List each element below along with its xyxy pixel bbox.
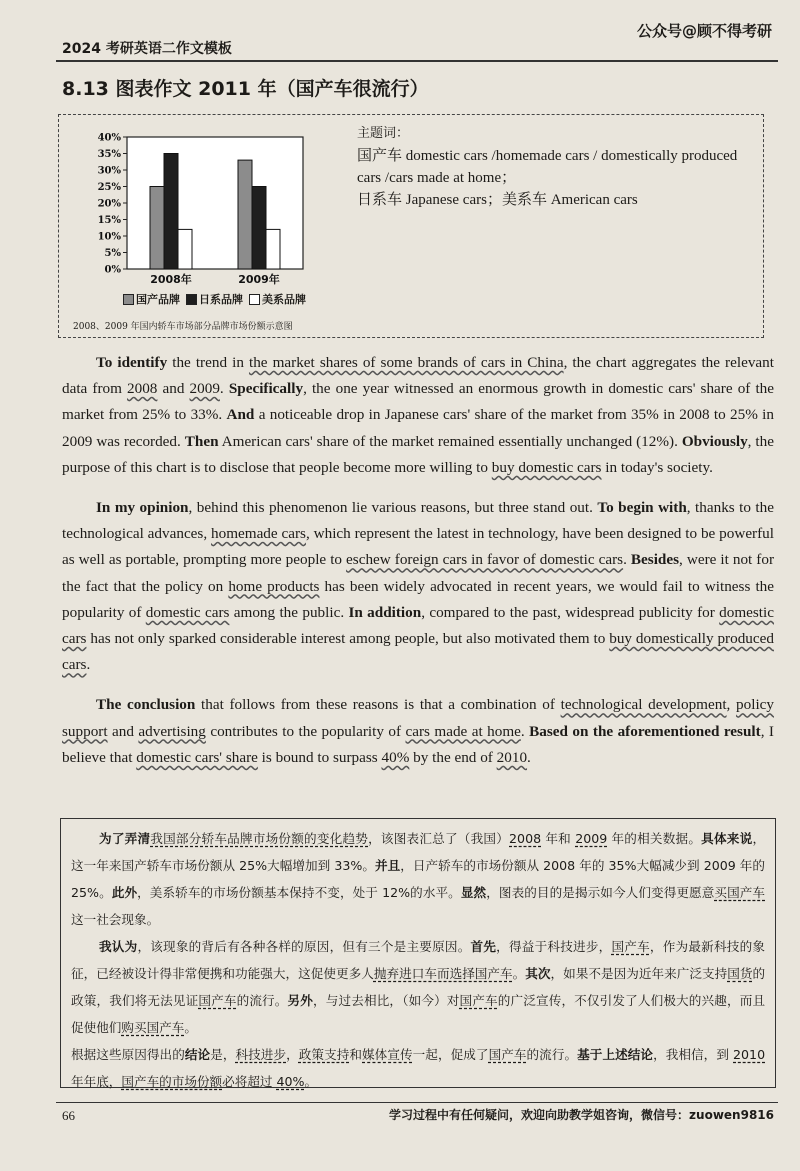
text-run: 年年底，	[71, 1074, 122, 1089]
text-run: , which represent the latest in technology, have been designed to be powerful as well as portable, prompting more people to	[62, 525, 774, 569]
underlined-phrase: home products	[228, 577, 320, 595]
x-tick-label: 2008年	[150, 273, 192, 286]
text-run: ，该现象的背后有各种各样的原因，但有三个是主要原因。	[137, 939, 471, 954]
text-run: ，该图表汇总了（我国）	[368, 831, 510, 846]
text-run: 必将超过	[222, 1074, 277, 1089]
translation-paragraph-2	[71, 933, 765, 1041]
text-run: by the end of	[409, 748, 497, 766]
text-run: the trend in	[167, 354, 249, 371]
bold-phrase: 显然	[460, 885, 487, 900]
text-run: , the chart aggregates the relevant data from	[62, 354, 774, 398]
keywords-line: 国产车 domestic cars /homemade cars / domestically produced	[357, 148, 738, 164]
text-run: , behind this phenomenon lie various reasons, but three stand out.	[188, 499, 598, 517]
legend-swatch-american	[249, 294, 260, 305]
bar-american-0	[178, 229, 192, 269]
underlined-phrase: 2010	[496, 748, 528, 766]
underlined-phrase: domestic cars	[62, 603, 774, 648]
legend-label: 国产品牌	[136, 293, 180, 306]
keywords-line: 日系车 Japanese cars；美系车 American cars	[357, 192, 638, 208]
bold-phrase: The conclusion	[96, 696, 196, 714]
legend-label: 日系品牌	[199, 293, 243, 306]
underlined-phrase: advertising	[138, 722, 206, 740]
text-run: has not only sparked considerable interest among people, but also motivated them to	[86, 630, 610, 648]
y-tick-label: 10%	[97, 231, 121, 243]
text-run: , thanks to the technological advances,	[62, 499, 774, 543]
text-run: ，图表的目的是揭示如今人们变得更愿意	[486, 885, 715, 900]
text-run: .	[623, 551, 631, 569]
underlined-phrase: 40%	[276, 1074, 305, 1089]
legend-item	[123, 291, 180, 307]
text-run: .	[86, 656, 91, 674]
text-run: 这一社会现象。	[71, 912, 160, 927]
keywords-heading: 主题词：	[357, 126, 410, 141]
bold-phrase: 具体来说	[701, 831, 753, 846]
text-run: has been widely advocated in recent years, we would fail to witness the popularity of	[62, 577, 775, 621]
text-run: , I believe that	[62, 722, 774, 766]
bar-japanese-0	[164, 154, 178, 270]
text-run: ，作为最新科技的象征，已经被设计得非常便携和功能强大，这促使更多人	[71, 939, 766, 981]
underlined-phrase: 抛弃进口车而选择国产车	[373, 966, 513, 981]
y-tick-label: 25%	[97, 182, 121, 193]
y-tick-label: 20%	[97, 198, 121, 210]
text-run: ，日产轿车的市场份额从 2008 年的 35%大幅减少到 2009 年的 25%。	[71, 858, 765, 900]
header-rule	[56, 60, 778, 62]
bold-phrase: 首先	[470, 939, 497, 954]
chart-legend	[123, 291, 306, 307]
underlined-phrase: 国产车	[459, 993, 498, 1008]
chart-caption: 2008、2009 年国内轿车市场部分品牌市场份额示意图	[73, 322, 293, 332]
legend-item	[249, 291, 306, 307]
legend-swatch-japanese	[186, 294, 197, 305]
page-number: 66	[62, 1108, 75, 1123]
text-run: , were it not for the fact that the policy on	[62, 551, 775, 595]
text-run: ,	[726, 696, 737, 714]
text-run: , the purpose of this chart is to disclose that people become more willing to	[62, 432, 774, 476]
bold-phrase: Obviously	[681, 432, 748, 450]
underlined-phrase: 2010	[733, 1047, 766, 1062]
text-run: American cars' share of the market remained essentially unchanged (12%).	[218, 432, 682, 450]
text-run: ，	[286, 1047, 299, 1062]
text-run: ，这一年来国产轿车市场份额从 25%大幅增加到 33%。	[71, 831, 766, 873]
text-run: ，美系轿车的市场份额基本保持不变，处于 12%的水平。	[137, 885, 461, 900]
bold-phrase: 另外	[287, 993, 314, 1008]
text-run: 年的相关数据。	[607, 831, 702, 846]
underlined-phrase: 2009	[575, 831, 608, 846]
text-run: ，与过去相比，（如今）对	[313, 993, 460, 1008]
underlined-phrase: domestic cars' share	[136, 748, 258, 766]
underlined-phrase: buy domestic cars	[491, 458, 602, 476]
underlined-phrase: 2008	[127, 380, 158, 398]
bold-phrase: 其次	[525, 966, 551, 981]
y-tick-label: 35%	[97, 149, 121, 160]
running-header-title: 2024 考研英语二作文模板	[62, 41, 232, 57]
underlined-phrase: eschew foreign cars in favor of domestic cars	[346, 551, 624, 569]
y-tick-label: 5%	[104, 248, 121, 259]
text-run: 一起，促成了	[412, 1047, 489, 1062]
bar-american-1	[266, 229, 280, 269]
underlined-phrase: 国产车的市场份额	[121, 1074, 223, 1089]
underlined-phrase: 政策支持	[298, 1047, 350, 1062]
bar-domestic-1	[238, 160, 252, 269]
underlined-phrase: 40%	[381, 748, 410, 766]
underlined-phrase: 国货	[727, 966, 753, 981]
text-run: that follows from these reasons is that a combination of	[195, 696, 561, 714]
text-run: and	[107, 722, 139, 740]
y-tick-label: 15%	[97, 215, 121, 226]
bold-phrase: 基于上述结论	[577, 1047, 654, 1062]
bold-phrase: And	[226, 406, 255, 424]
text-run: 的流行。	[526, 1047, 578, 1062]
text-run: is bound to surpass	[257, 748, 382, 766]
section-title: 8.13 图表作文 2011 年（国产车很流行）	[62, 78, 429, 100]
underlined-phrase: 媒体宣传	[362, 1047, 413, 1062]
bold-phrase: 此外	[111, 885, 138, 900]
y-tick-label: 30%	[97, 165, 121, 177]
y-tick-label: 0%	[104, 264, 121, 276]
underlined-phrase: technological development	[560, 696, 727, 714]
underlined-phrase: 科技进步	[235, 1047, 287, 1062]
x-tick-label: 2009年	[238, 273, 280, 286]
text-run: 。	[304, 1074, 318, 1089]
bold-phrase: Based on the aforementioned result	[529, 722, 761, 740]
underlined-phrase: 国产车	[198, 993, 237, 1008]
footer-note: 学习过程中有任何疑问，欢迎向助教学姐咨询，微信号：zuowen9816	[389, 1108, 774, 1122]
bold-phrase: Besides	[630, 551, 680, 569]
text-run: 的政策，我们将无法见证	[71, 966, 766, 1008]
translation-paragraph-1	[71, 825, 765, 933]
text-run: contributes to the popularity of	[205, 722, 406, 740]
text-run: .	[219, 380, 229, 398]
text-run: ，我相信，到	[653, 1047, 734, 1062]
keywords-block	[357, 123, 761, 211]
text-run: , the one year witnessed an enormous growth in domestic cars' share of the market from 25% to 33%.	[62, 380, 774, 424]
bold-phrase: To begin with	[597, 499, 687, 517]
translation-paragraph-3	[71, 1041, 765, 1095]
underlined-phrase: 购买国产车	[121, 1020, 185, 1035]
bold-phrase: Specifically	[228, 380, 304, 398]
text-run: .	[520, 722, 530, 740]
legend-item	[186, 291, 243, 307]
bold-phrase: In my opinion	[96, 499, 189, 517]
bar-chart	[59, 115, 359, 291]
underlined-phrase: 我国部分轿车品牌市场份额的变化趋势	[150, 831, 369, 846]
keywords-line: cars /cars made at home；	[357, 170, 517, 186]
underlined-phrase: buy domestically produced cars	[62, 630, 774, 674]
text-run: a noticeable drop in Japanese cars' share of the market from 35% in 2008 to 25% in 2009 was recorded.	[62, 406, 774, 450]
chart-box	[58, 114, 764, 338]
underlined-phrase: policy support	[62, 696, 774, 740]
underlined-phrase: 国产车	[488, 1047, 527, 1062]
text-run: 根据这些原因得出的	[71, 1047, 185, 1062]
text-run: 年和	[541, 831, 576, 846]
text-run: and	[157, 380, 190, 398]
footer-rule	[56, 1102, 778, 1103]
underlined-phrase: cars made at home	[405, 722, 521, 740]
underlined-phrase: the market shares of some brands of cars in China	[248, 354, 564, 371]
text-run: 和	[349, 1047, 363, 1062]
bold-phrase: 为了弄清	[99, 831, 151, 846]
text-run: in today's society.	[601, 458, 713, 476]
text-run: , compared to the past, widespread publicity for	[421, 603, 720, 621]
bold-phrase: To identify	[96, 354, 168, 371]
underlined-phrase: 买国产车	[714, 885, 766, 900]
text-run: among the public.	[229, 603, 349, 621]
text-run: ，如果不是因为近年来广泛支持	[550, 966, 728, 981]
underlined-phrase: domestic cars	[145, 603, 230, 621]
text-run: 。	[512, 966, 526, 981]
legend-swatch-domestic	[123, 294, 134, 305]
underlined-phrase: 2008	[509, 831, 542, 846]
essay-body	[62, 350, 774, 785]
text-run: 。	[184, 1020, 197, 1035]
bold-phrase: 我认为	[99, 939, 138, 954]
essay-paragraph-3	[62, 692, 774, 771]
underlined-phrase: homemade cars	[211, 525, 306, 543]
bold-phrase: Then	[184, 432, 219, 450]
text-run: 是，	[210, 1047, 236, 1062]
essay-paragraph-1	[62, 350, 774, 481]
translation-box	[60, 818, 776, 1088]
bold-phrase: 结论	[184, 1047, 211, 1062]
bar-domestic-0	[150, 187, 164, 270]
y-tick-label: 40%	[97, 132, 121, 144]
text-run: 的流行。	[236, 993, 288, 1008]
text-run: 的广泛宣传，不仅引发了人们极大的兴趣，而且促使他们	[71, 993, 766, 1035]
underlined-phrase: 国产车	[611, 939, 650, 954]
text-run: ，得益于科技进步，	[496, 939, 612, 954]
bar-japanese-1	[252, 187, 266, 270]
underlined-phrase: 2009	[189, 380, 220, 398]
bold-phrase: In addition	[348, 603, 422, 621]
watermark-account: 公众号@顾不得考研	[636, 22, 772, 40]
legend-label: 美系品牌	[262, 293, 306, 306]
bold-phrase: 并且	[374, 858, 401, 873]
essay-paragraph-2	[62, 495, 774, 678]
text-run: .	[527, 748, 531, 766]
